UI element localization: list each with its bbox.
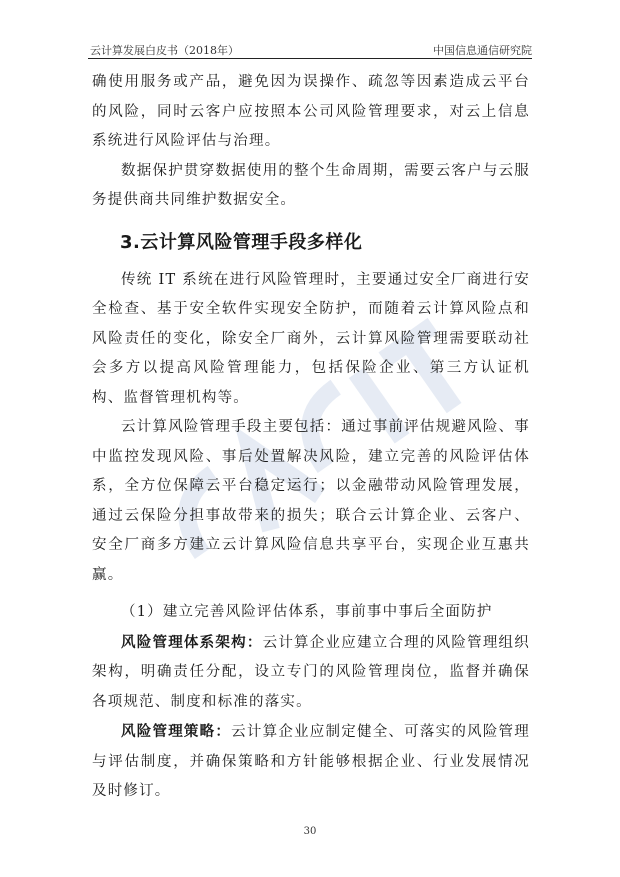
header-doc-title: 云计算发展白皮书（2018年） [90, 44, 239, 57]
header-org-name: 中国信息通信研究院 [433, 44, 532, 57]
subheading-risk-assessment: （1）建立完善风险评估体系，事前事中事后全面防护 [121, 604, 493, 620]
page-header [90, 38, 532, 58]
page-number: 30 [303, 826, 317, 837]
header-divider [88, 58, 532, 59]
paragraph-continuation: 确使用服务或产品，避免因为误操作、疏忽等因素造成云平台的风险，同时云客户应按照本公司风险管理要求，对云上信息系统进行风险评估与治理。 [92, 74, 530, 149]
paragraph-risk-strategy [92, 717, 530, 807]
bold-lead-architecture: 风险管理体系架构： [121, 633, 263, 651]
section-heading: 3.云计算风险管理手段多样化 [120, 231, 363, 253]
page-body [92, 68, 530, 807]
paragraph-data-protection: 数据保护贯穿数据使用的整个生命周期，需要云客户与云服务提供商共同维护数据安全。 [92, 162, 530, 208]
paragraph-risk-architecture [92, 628, 530, 718]
paragraph-traditional-it: 传统 IT 系统在进行风险管理时，主要通过安全厂商进行安全检查、基于安全软件实现安全防护，而随着云计算风险点和风险责任的变化，除安全厂商外，云计算风险管理需要联动社会多方以提高风险管理能力，包括保险企业、第三方认证机构、监督管理机构等。 [92, 271, 530, 406]
architecture-text: 云计算企业应建立合理的风险管理组织架构，明确责任分配，设立专门的风险管理岗位，监督并确保各项规范、制度和标准的落实。 [92, 634, 530, 710]
strategy-text: 云计算企业应制定健全、可落实的风险管理与评估制度，并确保策略和方针能够根据企业、行业发展情况及时修订。 [92, 724, 530, 799]
bold-lead-strategy: 风险管理策略： [121, 723, 232, 740]
paragraph-risk-means: 云计算风险管理手段主要包括：通过事前评估规避风险、事中监控发现风险、事后处置解决风险，建立完善的风险评估体系，全方位保障云平台稳定运行；以金融带动风险管理发展，通过云保险分担事故带来的损失；联合云计算企业、云客户、安全厂商多方建立云计算风险信息共享平台，实现企业互惠共赢。 [92, 419, 530, 583]
